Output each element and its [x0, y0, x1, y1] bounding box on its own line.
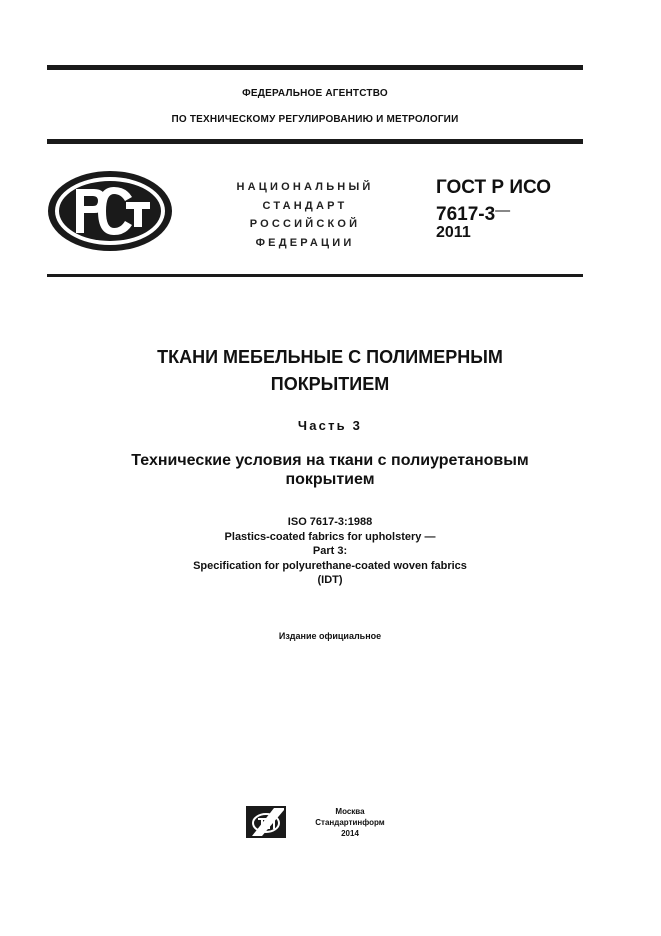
standard-type-line3: РОССИЙСКОЙ	[249, 218, 361, 230]
standard-code-line1: ГОСТ Р ИСО	[436, 177, 552, 198]
standard-type	[200, 178, 410, 252]
thin-rule	[47, 274, 583, 277]
iso-equivalence: (IDT)	[317, 574, 343, 586]
publisher-year: 2014	[341, 829, 359, 838]
part-number: Часть 3	[297, 418, 363, 433]
document-title-line2: ПОКРЫТИЕМ	[270, 374, 390, 394]
rst-logo-icon	[46, 169, 174, 253]
iso-reference-block	[47, 515, 613, 588]
iso-title-line2: Part 3:	[312, 545, 348, 557]
document-title	[47, 344, 613, 398]
standard-year: 2011	[436, 224, 471, 241]
document-title-line1: ТКАНИ МЕБЕЛЬНЫЕ С ПОЛИМЕРНЫМ	[157, 347, 503, 367]
document-subtitle-line1: Технические условия на ткани с полиуретановым	[131, 452, 529, 469]
standartinform-logo-icon	[246, 806, 286, 838]
top-rule	[47, 65, 583, 70]
publisher-city: Москва	[335, 807, 365, 816]
standard-type-line4: ФЕДЕРАЦИИ	[255, 236, 355, 249]
document-subtitle-line2: покрытием	[285, 471, 375, 488]
iso-title-line3: Specification for polyurethane-coated woven fabrics	[193, 559, 467, 572]
standard-code	[436, 176, 551, 226]
document-subtitle	[40, 451, 620, 489]
standard-code-dash: —	[495, 202, 511, 219]
standard-number: 7617-3	[436, 204, 496, 225]
standard-code-line2	[436, 199, 551, 226]
iso-title-line1: Plastics-coated fabrics for upholstery —	[224, 530, 436, 543]
iso-reference: ISO 7617-3:1988	[287, 516, 373, 528]
standard-type-line2: СТАНДАРТ	[262, 199, 348, 212]
standard-type-line1: НАЦИОНАЛЬНЫЙ	[236, 181, 374, 193]
agency-name-line1: ФЕДЕРАЛЬНОЕ АГЕНТСТВО	[242, 88, 388, 99]
publisher-info	[300, 806, 400, 839]
edition-label: Издание официальное	[278, 631, 382, 641]
middle-rule	[47, 139, 583, 144]
agency-name-line2: ПО ТЕХНИЧЕСКОМУ РЕГУЛИРОВАНИЮ И МЕТРОЛОГИИ	[171, 114, 459, 125]
publisher-name: Стандартинформ	[315, 818, 385, 827]
